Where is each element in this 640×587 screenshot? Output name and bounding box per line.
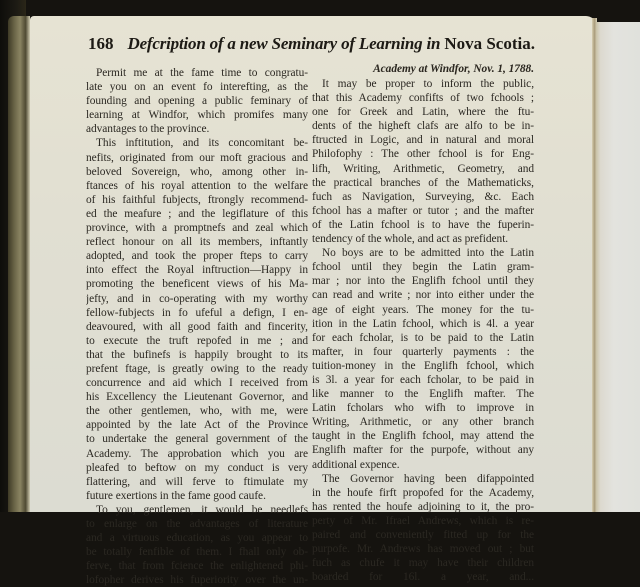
text-line: Philofophy : The other fchool is for Eng- <box>312 148 534 161</box>
text-line: concurrence and aid which I received from <box>86 377 308 390</box>
text-line: fchool has a mafter or tutor ; and the mafter <box>312 204 534 217</box>
text-line: advantages to the province. <box>86 123 210 136</box>
facing-page <box>596 22 640 512</box>
text-line: fuch as chufe it may have their children <box>312 557 534 570</box>
text-line: dents of the higheft clafs are alfo to be in- <box>312 120 534 133</box>
text-line: of the Latin fchool is to have the fuperin- <box>312 218 534 231</box>
text-line: the practical branches of the Mathematicks, <box>312 176 534 189</box>
text-line: to undertake the general government of the <box>86 433 308 446</box>
text-line: additional expence. <box>312 458 400 471</box>
text-line: No boys are to be admitted into the Latin <box>322 247 534 260</box>
text-line: pleafed to beftow on my conduct is very <box>86 461 308 474</box>
text-line: It may be proper to inform the public, <box>322 78 534 90</box>
page-number: 168 <box>88 34 114 53</box>
text-line: paired and conveniently fitted up for the <box>312 529 534 541</box>
text-line: learning at Windfor, which promifes many <box>86 109 308 122</box>
text-line: adopted, and took the proper fteps to carry <box>86 250 308 263</box>
running-header <box>88 34 588 58</box>
text-line: has rented the houfe adjoining to it, the pro- <box>312 500 534 513</box>
text-line: into effect the Royal inftruction—Happy in <box>86 264 308 277</box>
dateline: Academy at Windfor, Nov. 1, 1788. <box>373 63 534 75</box>
text-line: ferve, that from fcience the enlightened phi- <box>86 560 308 573</box>
text-line: can read and write ; nor into either under the <box>312 289 534 302</box>
text-line: to enlarge on the advantages of literature <box>86 518 308 530</box>
text-line: one for Greek and Latin, where the ftu- <box>312 106 534 119</box>
text-line: province, with a promptnefs and zeal which <box>86 222 308 235</box>
text-line: in the houfe firft propofed for the Academy, <box>312 486 534 499</box>
text-line: and a virtuous education, as you appear to <box>86 532 308 545</box>
text-line: that this Academy confifts of two fchools ; <box>312 92 534 105</box>
text-line: ition in the Latin fchool, which is 4l. a year <box>312 317 534 330</box>
text-line: founding and opening a public feminary of <box>86 95 308 108</box>
right-column <box>312 62 534 584</box>
text-line: fellow-fubjects in fo ufeful a defign, I en- <box>86 306 308 319</box>
text-line: The Governor having been difappointed <box>322 472 534 485</box>
left-column <box>86 66 308 587</box>
text-line: deavoured, with all good faith and fincerity, <box>86 320 308 333</box>
text-line: is 3l. a year for each fcholar, to be paid in <box>312 373 534 386</box>
text-line: tendency of the whole, and act as prefident. <box>312 233 509 246</box>
text-line: the other gentlemen, who, with me, were <box>86 405 308 418</box>
text-line: beloved Sovereign, who, among other in- <box>86 165 308 178</box>
text-line: tuition-money in the Englifh fchool, which <box>312 359 534 372</box>
text-line: future exertions in the fame good caufe. <box>86 489 266 502</box>
text-line: appointed by the late Act of the Province <box>86 419 308 432</box>
text-line: boarded for 16l. a year, and... <box>312 571 534 584</box>
text-line: taught in the Englifh fchool, may attend the <box>312 430 534 443</box>
text-line: Permit me at the fame time to congratu- <box>96 67 308 79</box>
text-line: Academy. The approbation which you are <box>86 447 308 460</box>
text-line: reflect honour on all its members, inftantly <box>86 236 308 249</box>
page-edges <box>8 16 30 512</box>
text-line: be totally fenfible of them. I fhall only ob- <box>86 546 308 559</box>
text-line: ftructed in Logic, and in natural and moral <box>312 134 534 147</box>
text-line: of his faithful fubjects, ftrongly recommend- <box>86 193 308 206</box>
text-line: jefty, and in co-operating with my worthy <box>86 292 308 305</box>
text-line: promoting the beneficent views of his Ma- <box>86 278 308 291</box>
text-line: fuch as Navigation, Surveying, &c. Each <box>312 190 534 203</box>
text-line: age of eight years. The money for the tu- <box>312 303 534 316</box>
text-line: flattering, and will ferve to ftimulate my <box>86 475 308 488</box>
text-line: mafter, in four quarterly payments : the <box>312 345 534 358</box>
text-line: To you, gentlemen, it would be needlefs <box>96 503 308 516</box>
text-line: Latin fcholars who wifh to improve in <box>312 402 534 415</box>
text-line: his Excellency the Lieutenant Governor, and <box>86 391 308 404</box>
text-line: lofopher derives his fuperiority over the un- <box>86 574 308 587</box>
text-line: Writing, Arithmetic, or any other branch <box>312 416 534 429</box>
text-line: ftances of his royal attention to the welfare <box>86 179 308 192</box>
text-line: like manner to the Englifh mafter. The <box>312 388 534 401</box>
text-line: mar ; nor into the Englifh fchool until they <box>312 275 534 288</box>
text-line: fchool until they begin the Latin gram- <box>312 261 534 274</box>
text-line: for each fcholar, is to be paid to the Latin <box>312 331 534 344</box>
text-line: prefent ftage, is greatly owing to the ready <box>86 362 308 375</box>
text-line: that the bufinefs is happily brought to its <box>86 348 308 361</box>
text-line: to execute the truft repofed in me ; and <box>86 334 308 347</box>
text-line: late you on an event fo interefting, as the <box>86 81 308 94</box>
text-line: ed the meafure ; and the legiflature of this <box>86 207 308 220</box>
text-line: purpofe. Mr. Andrews has moved out ; but <box>312 543 534 556</box>
text-line: This inftitution, and its concomitant be- <box>96 137 308 150</box>
text-line: perty of Mr. Ifrael Andrews, which is re- <box>312 514 534 527</box>
text-line: lifh, Writing, Arithmetic, Geometry, and <box>312 162 534 175</box>
running-title-italic: Defcription of a new Seminary of Learning in <box>127 34 441 53</box>
text-line: Englifh mafter for the purpofe, without any <box>312 444 534 457</box>
text-line: nefits, originated from our moft gracious and <box>86 151 308 164</box>
running-title-roman: Nova Scotia. <box>444 34 535 53</box>
